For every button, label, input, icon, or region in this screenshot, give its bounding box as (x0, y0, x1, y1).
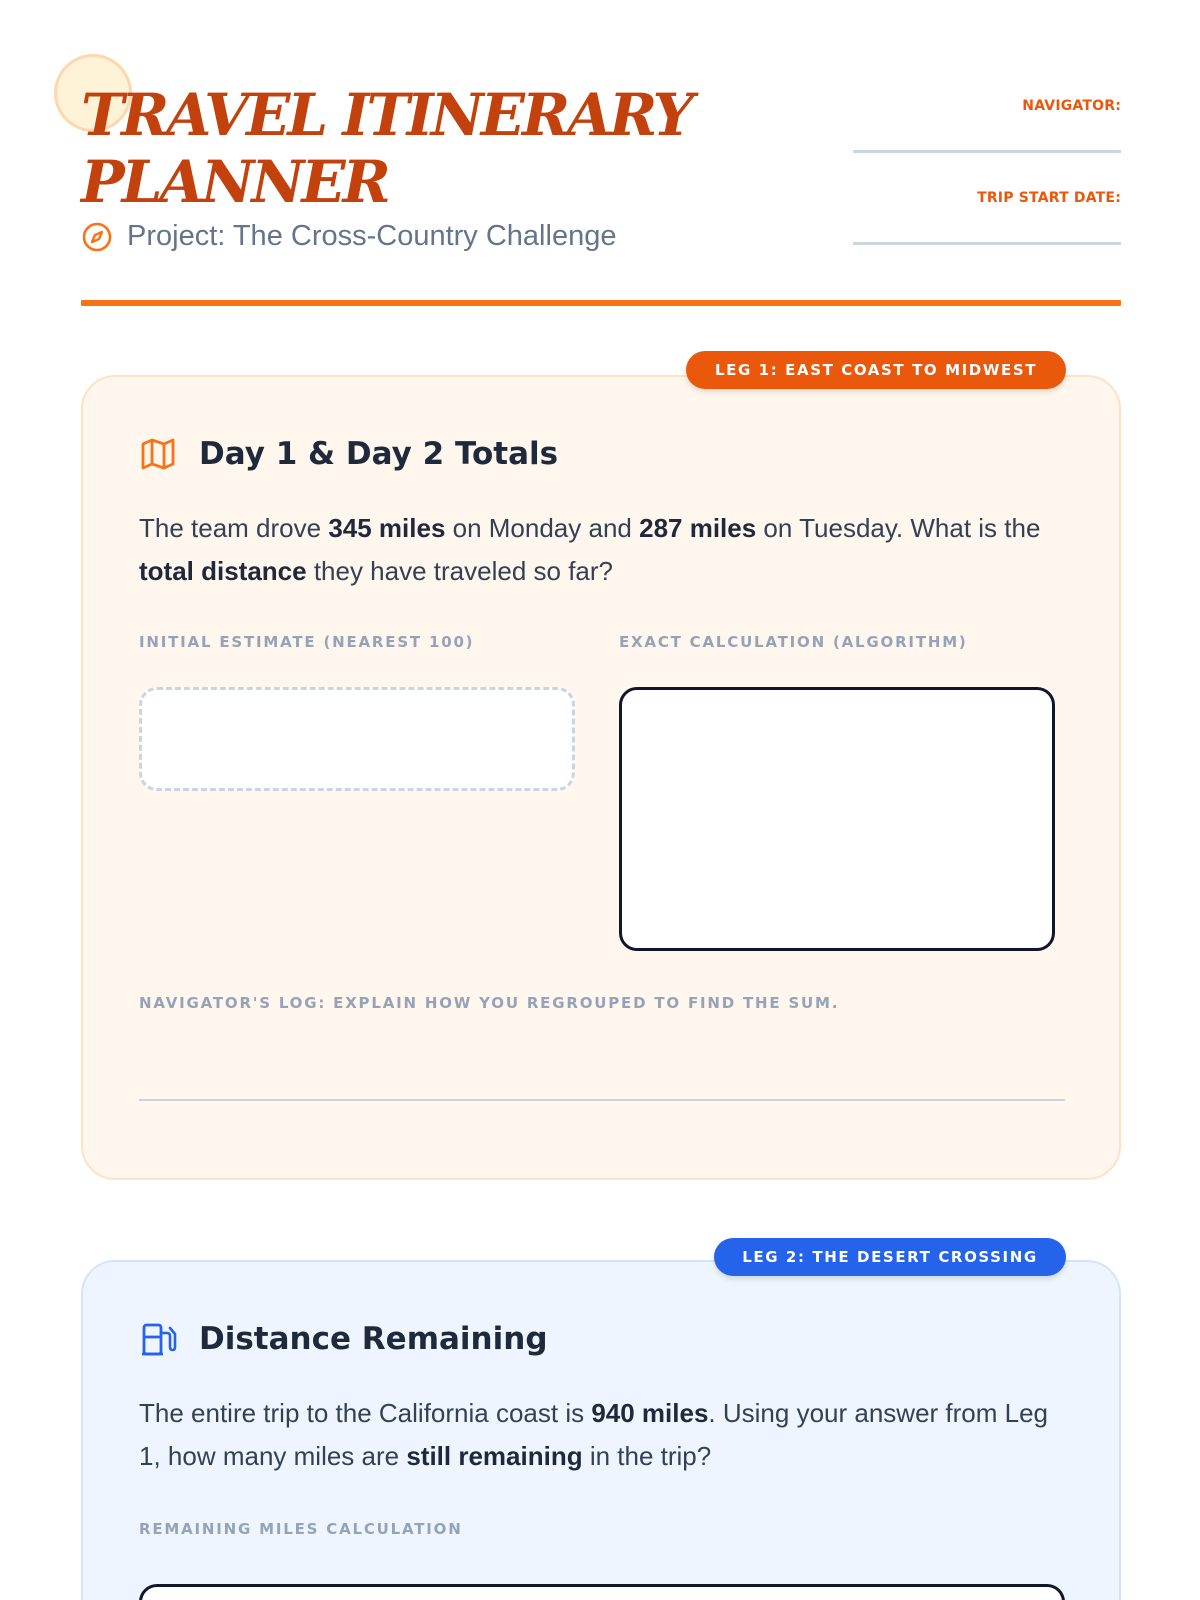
subtitle-text: Project: The Cross-Country Challenge (127, 220, 617, 252)
fuel-pump-icon (139, 1320, 177, 1358)
page-title: TRAVEL ITINERARY PLANNER (81, 81, 691, 216)
leg1-heading (139, 435, 558, 473)
navigator-write-line[interactable] (853, 150, 1121, 153)
remaining-miles-label: REMAINING MILES CALCULATION (139, 1520, 463, 1538)
leg2-card (81, 1260, 1121, 1600)
page-header (81, 82, 1121, 312)
leg1-card (81, 375, 1121, 1180)
header-divider (81, 300, 1121, 306)
initial-estimate-box[interactable] (139, 687, 575, 791)
leg1-prompt: The team drove 345 miles on Monday and 287 miles on Tuesday. What is the total distance they have traveled so far? (139, 513, 1041, 586)
initial-estimate-label: INITIAL ESTIMATE (NEAREST 100) (139, 633, 475, 651)
leg1-heading-text: Day 1 & Day 2 Totals (199, 436, 559, 472)
trip-start-date-write-line[interactable] (853, 242, 1121, 245)
leg2-prompt: The entire trip to the California coast is 940 miles. Using your answer from Leg 1, how many miles are still remaining in the trip? (139, 1398, 1049, 1471)
remaining-miles-box[interactable] (139, 1584, 1065, 1600)
compass-icon (81, 221, 113, 253)
trip-start-date-label: TRIP START DATE: (977, 190, 1121, 206)
exact-calculation-box[interactable] (619, 687, 1055, 951)
exact-calculation-label: EXACT CALCULATION (ALGORITHM) (619, 633, 968, 651)
leg2-heading-text: Distance Remaining (199, 1321, 548, 1357)
leg2-badge: LEG 2: THE DESERT CROSSING (714, 1238, 1066, 1276)
leg2-heading (139, 1320, 548, 1358)
map-icon (139, 435, 177, 473)
project-subtitle (81, 220, 616, 253)
navigators-log-label: NAVIGATOR'S LOG: EXPLAIN HOW YOU REGROUPED TO FIND THE SUM. (139, 994, 840, 1012)
trip-start-date-field (853, 190, 1121, 245)
navigators-log-write-line[interactable] (139, 1099, 1065, 1101)
leg1-badge: LEG 1: EAST COAST TO MIDWEST (686, 351, 1066, 389)
navigator-label: NAVIGATOR: (1022, 98, 1121, 114)
navigator-field (853, 98, 1121, 153)
